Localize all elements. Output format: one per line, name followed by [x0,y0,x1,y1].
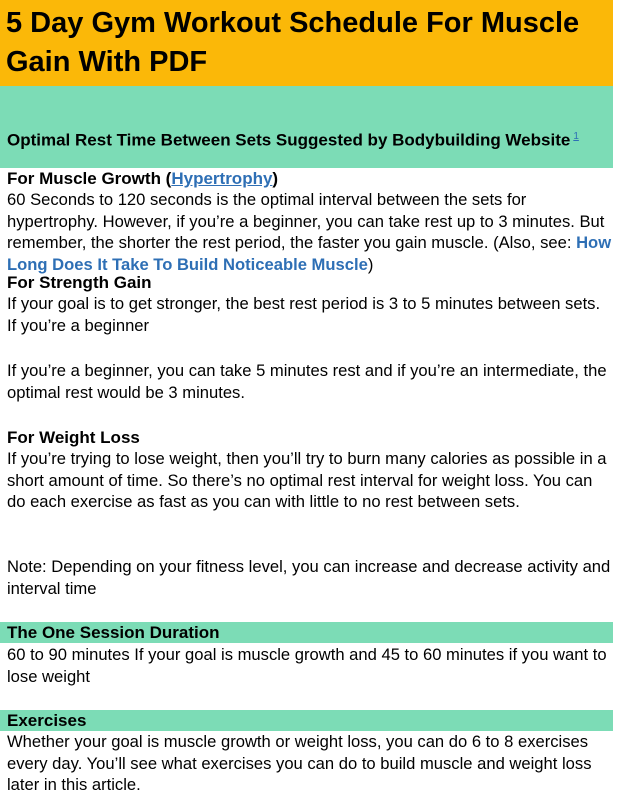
muscle-growth-heading [7,168,278,189]
rest-heading-banner [0,86,613,168]
title-banner [0,0,613,86]
noticeable-muscle-link[interactable]: How Long Does It Take To Build Noticeable Muscle [7,233,612,274]
page-title: 5 Day Gym Workout Schedule For Muscle Gain With PDF [6,7,580,78]
session-heading: The One Session Duration [7,623,220,642]
muscle-growth-heading-prefix: For Muscle Growth ( [7,169,172,188]
weight-loss-paragraph: If you’re trying to lose weight, then you’ll try to burn many calories as possible in a short amount of time. So there’s no optimal rest interval for weight loss. You can do each exercise as fast as you can with little to no rest between sets. [7,449,607,512]
session-paragraph: 60 to 90 minutes If your goal is muscle growth and 45 to 60 minutes if you want to lose weight [7,645,607,686]
weight-loss-heading: For Weight Loss [7,428,140,447]
session-heading-banner [0,622,613,643]
exercises-heading-banner [0,710,613,731]
footnote-link[interactable]: 1 [573,131,579,142]
muscle-growth-body: 60 Seconds to 120 seconds is the optimal interval between the sets for hypertrophy. However, if you’re a beginner, you can take rest up to 3 minutes. But remember, the shorter the rest period, the faster you gain muscle. (Also, see: [7,190,605,253]
muscle-growth-paragraph [7,189,612,275]
muscle-growth-body-end: ) [367,254,374,274]
rest-heading [7,127,579,151]
strength-paragraph-2: If you’re a beginner, you can take 5 minutes rest and if you’re an intermediate, the optimal rest would be 3 minutes. [7,361,607,402]
exercises-paragraph: Whether your goal is muscle growth or weight loss, you can do 6 to 8 exercises every day. You’ll see what exercises you can do to build muscle and weight loss later in this article. [7,732,592,795]
muscle-growth-heading-suffix: ) [272,169,279,188]
exercises-heading: Exercises [7,711,87,730]
strength-paragraph-1: If your goal is to get stronger, the best rest period is 3 to 5 minutes between sets. If you’re a beginner [7,294,601,335]
strength-heading: For Strength Gain [7,273,152,292]
note-paragraph: Note: Depending on your fitness level, you can increase and decrease activity and interval time [7,557,611,598]
rest-heading-text: Optimal Rest Time Between Sets Suggested by Bodybuilding Website [7,130,571,150]
hypertrophy-link[interactable]: Hypertrophy [171,169,273,188]
